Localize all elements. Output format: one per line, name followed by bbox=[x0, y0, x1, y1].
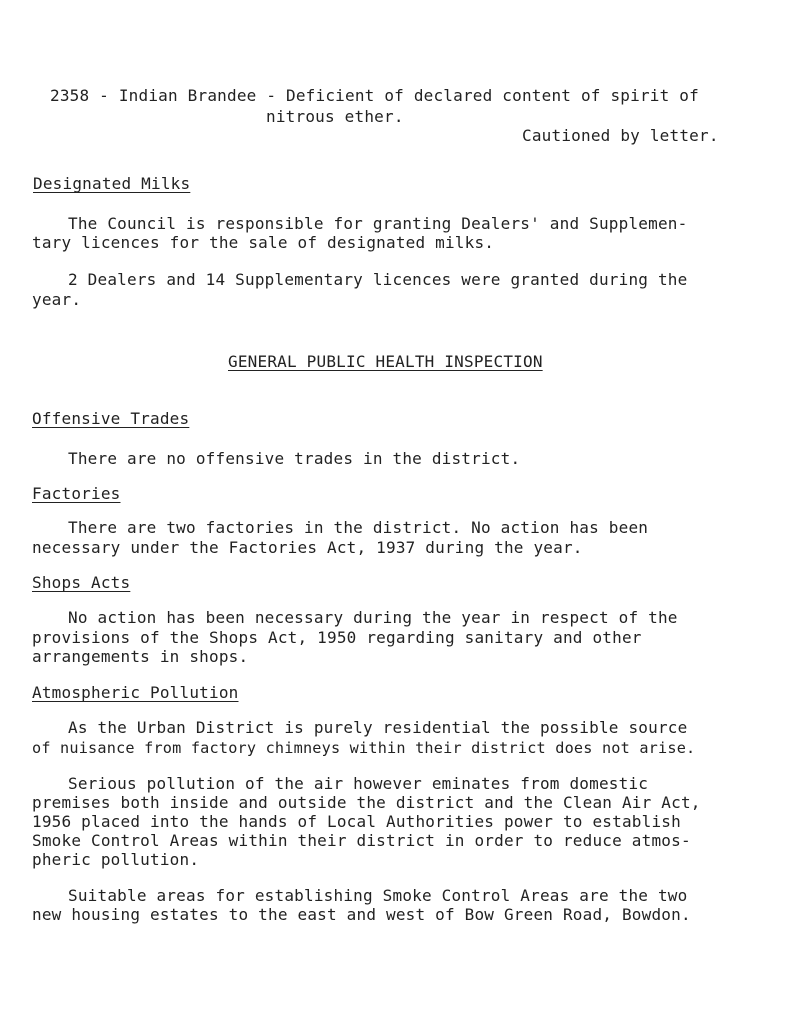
shops-acts-para1-line3: arrangements in shops. bbox=[32, 647, 249, 666]
offensive-trades-heading: Offensive Trades bbox=[32, 409, 190, 428]
general-inspection-title: GENERAL PUBLIC HEALTH INSPECTION bbox=[228, 352, 543, 371]
designated-milks-para1-line2: tary licences for the sale of designated milks. bbox=[32, 233, 495, 252]
factories-heading: Factories bbox=[32, 484, 121, 503]
designated-milks-heading: Designated Milks bbox=[33, 174, 191, 193]
atmospheric-pollution-para2-line2: premises both inside and outside the district and the Clean Air Act, bbox=[32, 793, 701, 812]
designated-milks-para2-line1: 2 Dealers and 14 Supplementary licences were granted during the bbox=[68, 270, 688, 289]
sample-entry-line-2: nitrous ether. bbox=[266, 107, 404, 126]
atmospheric-pollution-para2-line3: 1956 placed into the hands of Local Authorities power to establish bbox=[32, 812, 681, 831]
atmospheric-pollution-para2-line1: Serious pollution of the air however eminates from domestic bbox=[68, 774, 649, 793]
atmospheric-pollution-para3-line2: new housing estates to the east and west of Bow Green Road, Bowdon. bbox=[32, 905, 691, 924]
sample-entry-line-3: Cautioned by letter. bbox=[522, 126, 719, 145]
factories-para1-line1: There are two factories in the district. No action has been bbox=[68, 518, 649, 537]
shops-acts-para1-line2: provisions of the Shops Act, 1950 regarding sanitary and other bbox=[32, 628, 642, 647]
shops-acts-heading: Shops Acts bbox=[32, 573, 131, 592]
offensive-trades-para1-line1: There are no offensive trades in the district. bbox=[68, 449, 521, 468]
atmospheric-pollution-heading: Atmospheric Pollution bbox=[32, 683, 239, 702]
designated-milks-para1-line1: The Council is responsible for granting Dealers' and Supplemen- bbox=[68, 214, 688, 233]
atmospheric-pollution-para2-line5: pheric pollution. bbox=[32, 850, 200, 869]
factories-para1-line2: necessary under the Factories Act, 1937 during the year. bbox=[32, 538, 583, 557]
designated-milks-para2-line2: year. bbox=[32, 290, 82, 309]
atmospheric-pollution-para1-line2: of nuisance from factory chimneys within their district does not arise. bbox=[32, 739, 696, 757]
atmospheric-pollution-para2-line4: Smoke Control Areas within their district in order to reduce atmos- bbox=[32, 831, 691, 850]
shops-acts-para1-line1: No action has been necessary during the year in respect of the bbox=[68, 608, 678, 627]
atmospheric-pollution-para3-line1: Suitable areas for establishing Smoke Control Areas are the two bbox=[68, 886, 688, 905]
sample-entry-line-1: 2358 - Indian Brandee - Deficient of declared content of spirit of bbox=[50, 86, 699, 105]
atmospheric-pollution-para1-line1: As the Urban District is purely residential the possible source bbox=[68, 718, 688, 737]
